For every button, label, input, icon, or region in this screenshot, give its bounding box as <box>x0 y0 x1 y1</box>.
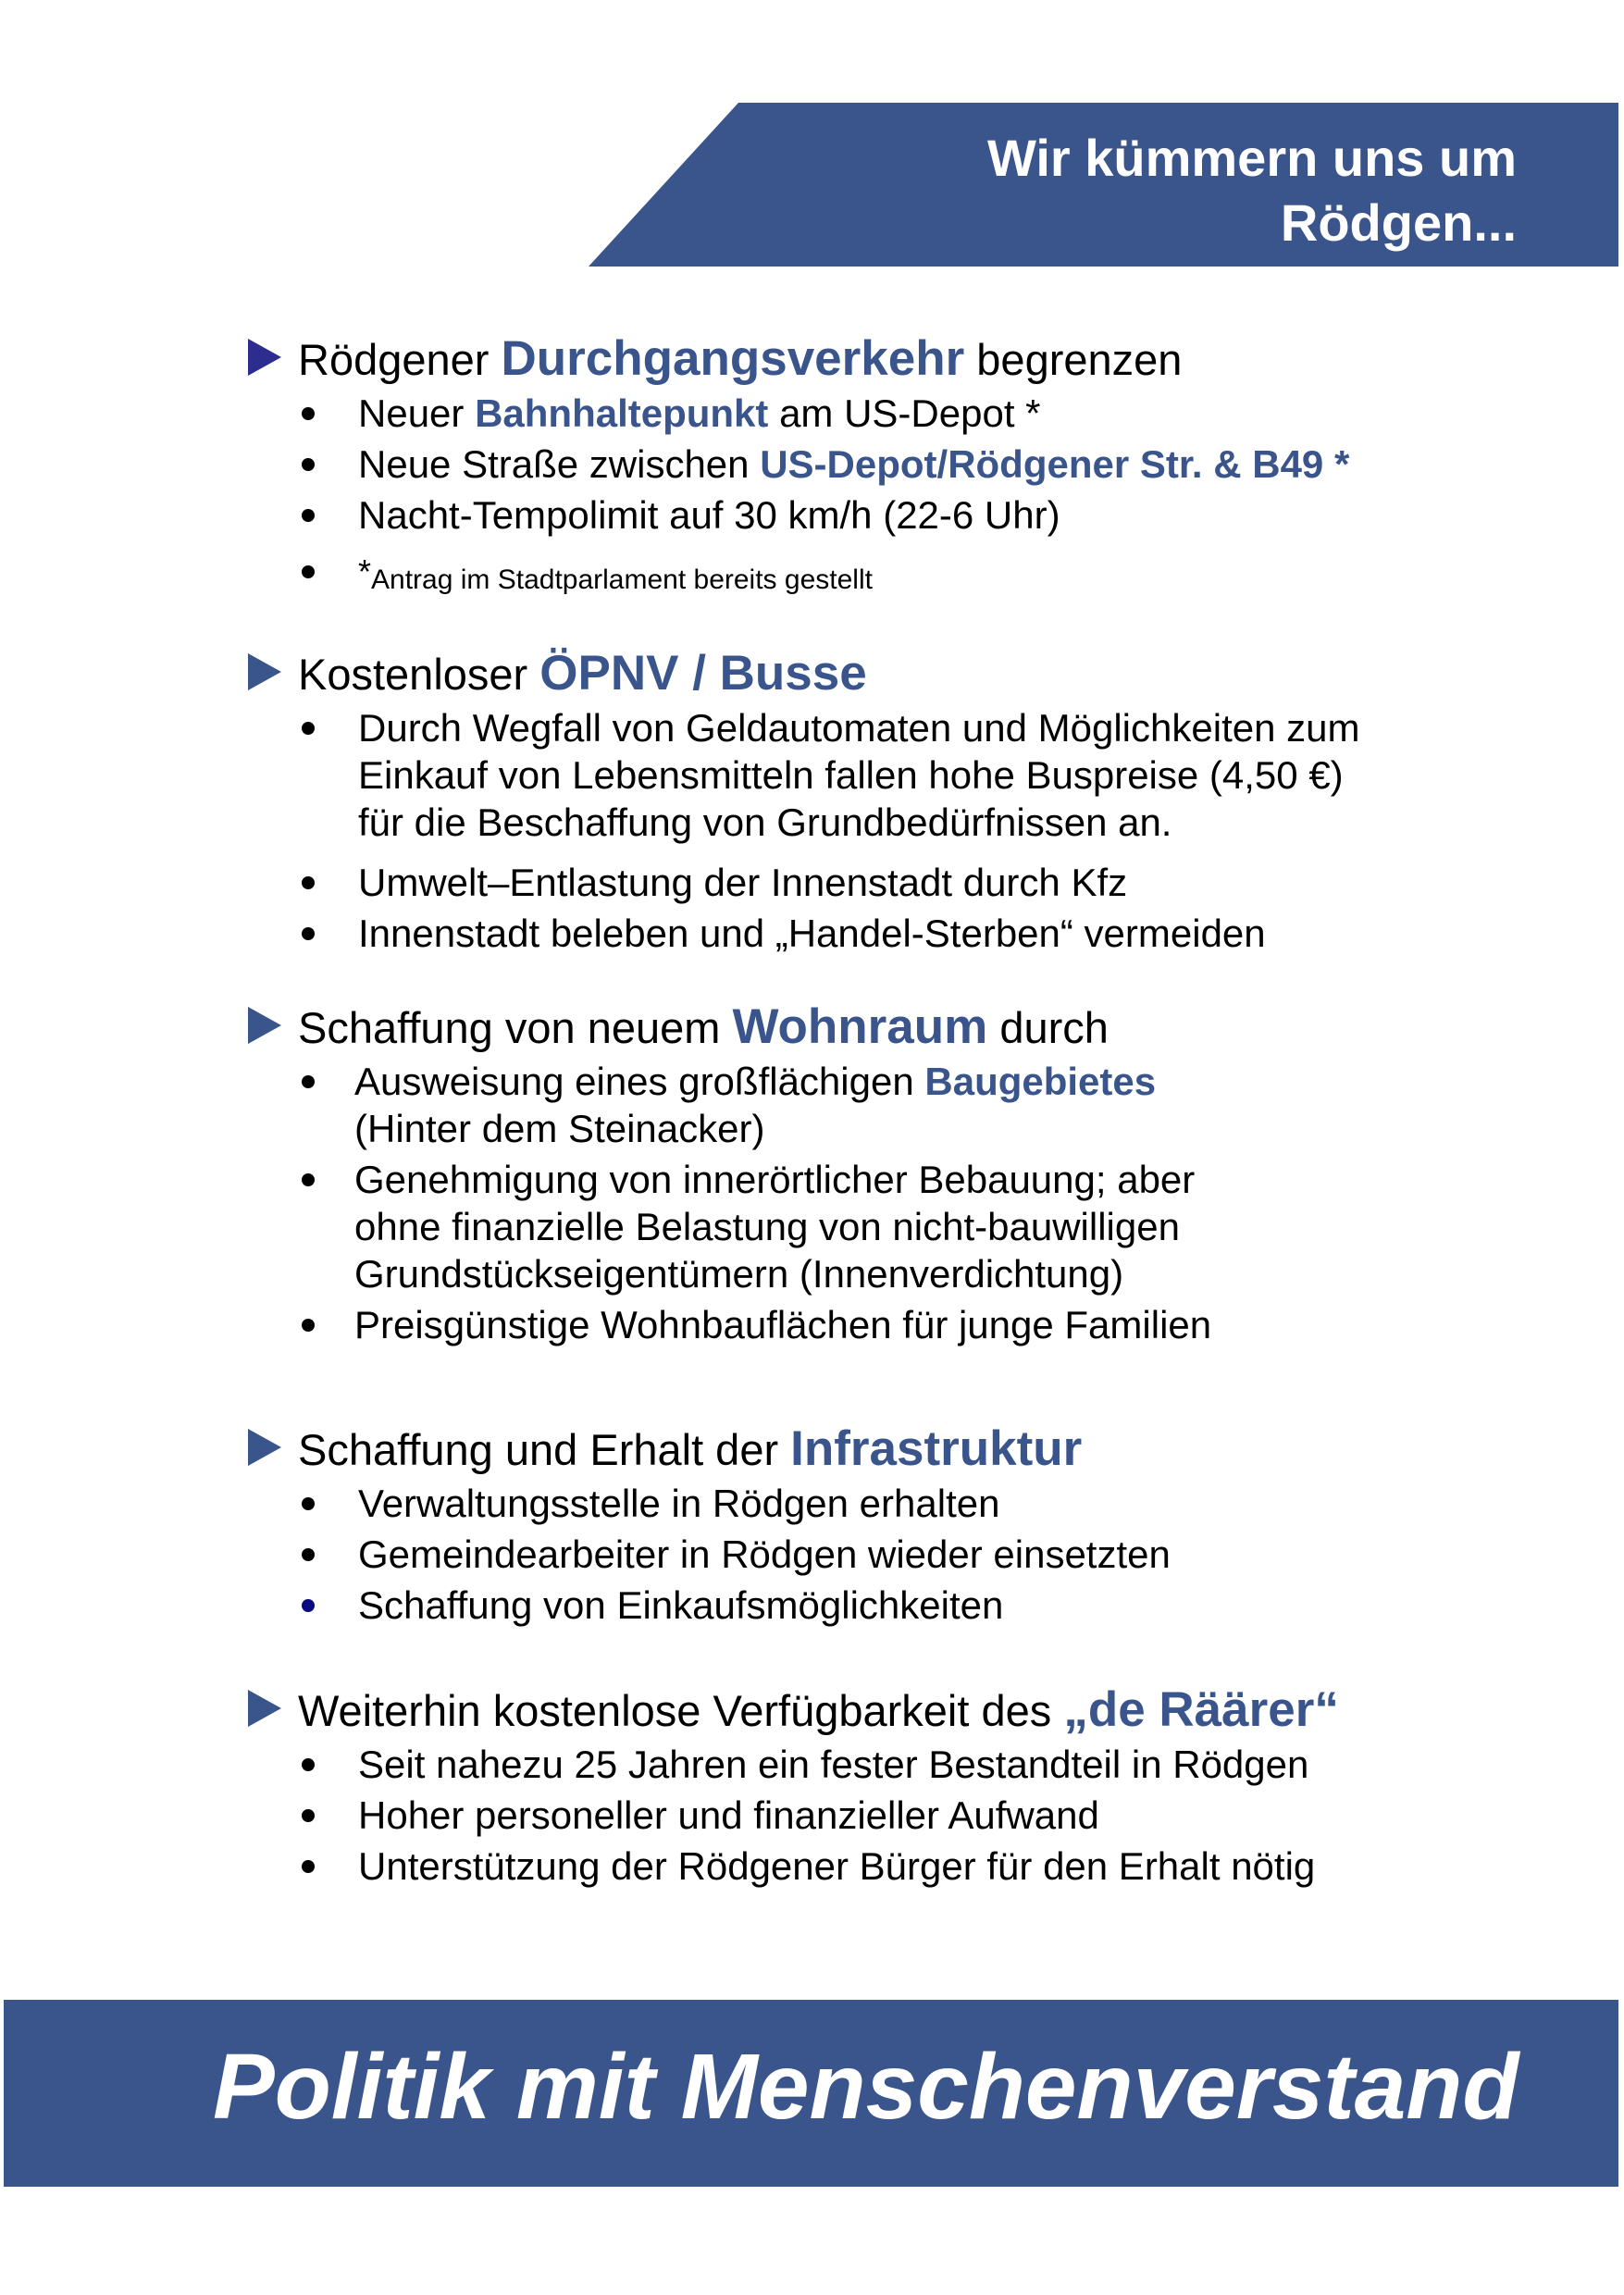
bullet-icon <box>302 1860 315 1873</box>
list-item <box>246 440 1560 488</box>
section-heading <box>246 648 1560 701</box>
section-infrastruktur <box>246 1423 1560 1629</box>
list-item <box>246 859 1560 906</box>
bullet-icon <box>302 509 315 522</box>
item-text: Ausweisung eines großflächigen <box>354 1060 925 1103</box>
item-text: Hoher personeller und finanzieller Aufwand <box>358 1793 1099 1837</box>
bullet-icon <box>302 1809 315 1822</box>
bullet-icon <box>302 722 315 735</box>
list-item <box>246 910 1560 957</box>
heading-accent: ÖPNV / Busse <box>539 646 867 701</box>
item-text: Grundstückseigentümern (Innenverdichtung) <box>354 1252 1124 1296</box>
item-text: Gemeindearbeiter in Rödgen wieder einsetzten <box>358 1532 1171 1576</box>
item-text: Innenstadt beleben und „Handel-Sterben“ vermeiden <box>358 912 1266 955</box>
item-text: Neuer <box>358 391 476 435</box>
item-accent: US-Depot/Rödgener Str. & B49 * <box>760 442 1350 486</box>
section-heading <box>246 333 1560 386</box>
list-item <box>246 1582 1560 1629</box>
list-item <box>246 704 1560 846</box>
list-item <box>246 390 1560 437</box>
heading-text: Weiterhin kostenlose Verfügbarkeit des <box>298 1686 1064 1735</box>
list-item <box>246 491 1560 539</box>
list-item <box>246 1480 1560 1527</box>
list-item <box>246 1301 1560 1348</box>
heading-text: begrenzen <box>964 335 1183 384</box>
title-line-1: Wir kümmern uns um <box>986 129 1517 187</box>
list-item-footnote <box>246 548 1560 603</box>
list-item <box>246 1156 1560 1297</box>
list-item <box>246 1792 1560 1839</box>
section-oepnv <box>246 648 1560 957</box>
list-item <box>246 1741 1560 1788</box>
item-accent: Baugebietes <box>924 1060 1157 1103</box>
triangle-bullet-icon <box>248 1690 281 1727</box>
item-text: für die Beschaffung von Grundbedürfnissen an. <box>358 800 1172 844</box>
heading-accent: „de Räärer“ <box>1063 1682 1339 1737</box>
item-list <box>246 1480 1560 1629</box>
bullet-icon <box>302 876 315 889</box>
item-text: (Hinter dem Steinacker) <box>354 1107 765 1150</box>
item-text: Genehmigung von innerörtlicher Bebauung; aber <box>354 1158 1196 1201</box>
bullet-icon <box>302 927 315 940</box>
page-title <box>684 126 1517 255</box>
section-durchgangsverkehr <box>246 333 1560 603</box>
heading-text: durch <box>987 1003 1109 1052</box>
heading-text: Kostenloser <box>298 650 540 699</box>
triangle-bullet-icon <box>248 1007 281 1044</box>
bullet-icon <box>302 1758 315 1771</box>
bullet-icon <box>302 1319 315 1332</box>
item-accent: Bahnhaltepunkt <box>475 391 769 435</box>
bullet-icon <box>302 407 315 420</box>
item-text: Nacht-Tempolimit auf 30 km/h (22-6 Uhr) <box>358 493 1060 537</box>
list-item <box>246 1531 1560 1578</box>
bullet-icon <box>302 1173 315 1186</box>
triangle-bullet-icon <box>248 653 281 690</box>
triangle-bullet-icon <box>248 339 281 376</box>
footnote-text: Antrag im Stadtparlament bereits gestellt <box>371 564 873 595</box>
heading-text: Schaffung von neuem <box>298 1003 733 1052</box>
item-list <box>246 704 1560 957</box>
slogan: Politik mit Menschenverstand <box>213 2035 1519 2139</box>
item-text: Neue Straße zwischen <box>358 442 761 486</box>
item-text: Unterstützung der Rödgener Bürger für den Erhalt nötig <box>358 1844 1316 1888</box>
item-text: Durch Wegfall von Geldautomaten und Möglichkeiten zum <box>358 706 1360 750</box>
item-text: Preisgünstige Wohnbauflächen für junge Familien <box>354 1303 1212 1346</box>
footnote-star: * <box>358 552 372 590</box>
list-item <box>246 1058 1560 1152</box>
heading-accent: Durchgangsverkehr <box>501 331 965 386</box>
bullet-icon <box>302 1497 315 1510</box>
section-heading <box>246 1684 1560 1737</box>
section-de-raearer <box>246 1684 1560 1890</box>
item-text: ohne finanzielle Belastung von nicht-bauwilligen <box>354 1205 1180 1248</box>
bullet-icon <box>302 458 315 471</box>
section-heading <box>246 1423 1560 1476</box>
item-text: Seit nahezu 25 Jahren ein fester Bestandteil in Rödgen <box>358 1743 1309 1786</box>
heading-text: Rödgener <box>298 335 502 384</box>
triangle-bullet-icon <box>248 1429 281 1466</box>
heading-accent: Infrastruktur <box>790 1421 1083 1476</box>
list-item <box>246 1842 1560 1890</box>
item-list <box>246 1058 1560 1348</box>
title-line-2: Rödgen... <box>1280 193 1517 252</box>
section-wohnraum <box>246 1001 1560 1348</box>
item-list <box>246 1741 1560 1890</box>
item-text: am US-Depot * <box>768 391 1041 435</box>
item-text: Umwelt–Entlastung der Innenstadt durch Kfz <box>358 861 1128 904</box>
item-text: Einkauf von Lebensmitteln fallen hohe Buspreise (4,50 €) <box>358 753 1344 797</box>
bullet-icon <box>302 1075 315 1088</box>
item-list <box>246 390 1560 603</box>
item-text: Verwaltungsstelle in Rödgen erhalten <box>358 1482 1000 1525</box>
item-text: Schaffung von Einkaufsmöglichkeiten <box>358 1583 1004 1627</box>
bullet-icon <box>302 1599 315 1612</box>
bullet-icon <box>302 1548 315 1561</box>
bullet-icon <box>302 565 315 578</box>
heading-accent: Wohnraum <box>732 999 988 1054</box>
heading-text: Schaffung und Erhalt der <box>298 1425 791 1474</box>
section-heading <box>246 1001 1560 1054</box>
